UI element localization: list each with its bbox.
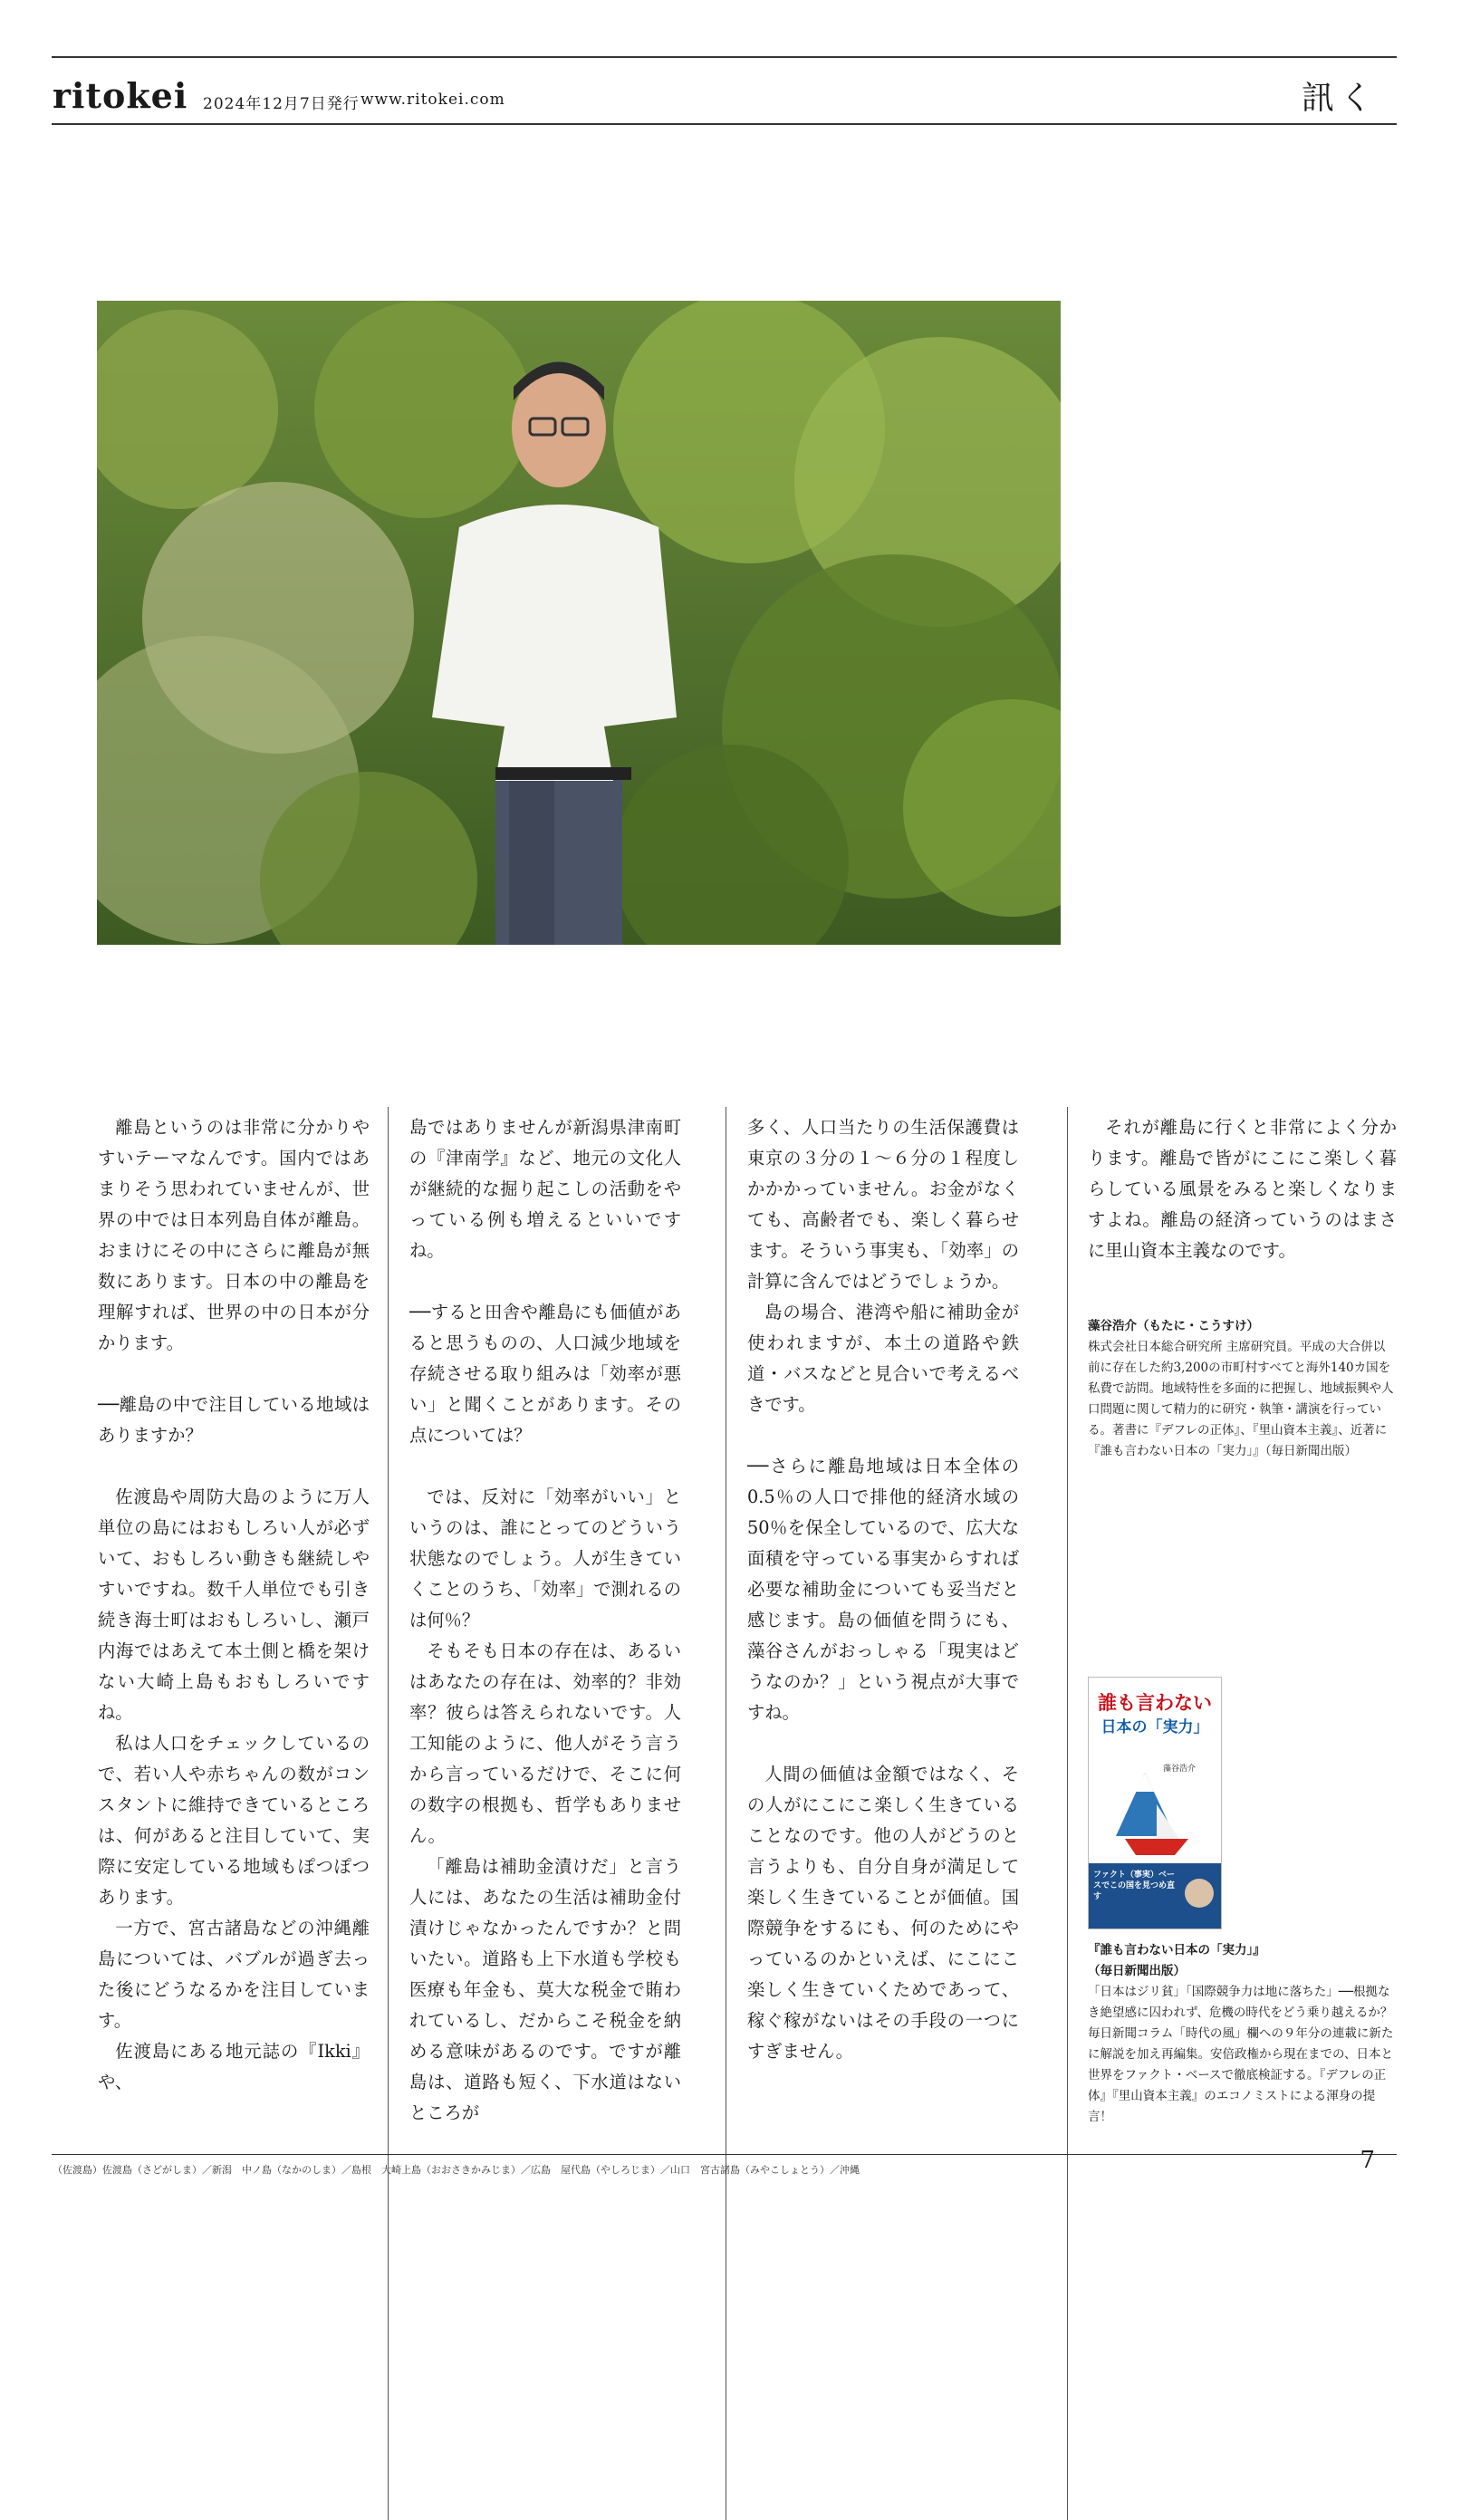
book-title-line2: 日本の「実力」 bbox=[1101, 1718, 1209, 1736]
interviewer-question: ──離島の中で注目している地域はありますか？ bbox=[98, 1394, 370, 1446]
paragraph: そもそも日本の存在は、あるいはあなたの存在は、効率的？非効率？彼らは答えられないです。人工知能のように、他人がそう言うから言っているだけで、そこに何の数字の根拠も、哲学もありません。 bbox=[409, 1640, 681, 1846]
book-band-text: ファクト（事実）ベースでこの国を見つめ直す bbox=[1093, 1871, 1176, 1901]
book-caption bbox=[1088, 1940, 1397, 2128]
header-bottom-rule bbox=[52, 123, 1397, 125]
interviewer-question: ──さらに離島地域は日本全体の0.5％の人口で排他的経済水域の50％を保全しているので、広大な面積を守っている事実からすれば必要な補助金についても妥当だと感じます。島の価値を問うにも、藻谷さんがおっしゃる「現実はどうなのか？」という視点が大事ですね。 bbox=[747, 1456, 1019, 1723]
paragraph: 人間の価値は金額ではなく、その人がにこにこ楽しく生きていることなのです。他の人がどうのと言うよりも、自分自身が満足して楽しく生きていることが価値。国際競争をするにも、何のためにやっているのかといえば、にこにこ楽しく生きていくためであって、稼ぐ稼がないはその手段の一つにすぎません。 bbox=[747, 1764, 1019, 2062]
paragraph: 一方で、宮古諸島などの沖縄離島については、バブルが過ぎ去った後にどうなるかを注目しています。 bbox=[98, 1918, 370, 2031]
author-name: 藻谷浩介（もたに・こうすけ） bbox=[1088, 1319, 1259, 1333]
paragraph: 多く、人口当たりの生活保護費は東京の３分の１〜６分の１程度しかかかっていません。お金がなくても、高齢者でも、楽しく暮らせます。そういう事実も、「効率」の計算に含んではどうでしょうか。 bbox=[747, 1117, 1019, 1292]
paragraph: 離島というのは非常に分かりやすいテーマなんです。国内ではあまりそう思われていませんが、世界の中では日本列島自体が離島。おまけにその中にさらに離島が無数にあります。日本の中の離島を理解すれば、世界の中の日本が分かります。 bbox=[98, 1117, 370, 1353]
paragraph: 「離島は補助金漬けだ」と言う人には、あなたの生活は補助金付漬けじゃなかったんですか？と問いたい。道路も上下水道も学校も医療も年金も、莫大な税金で賄われているし、だからこそ税金を納める意味があるのです。ですが離島は、道路も短く、下水道はないところが bbox=[409, 1856, 681, 2123]
author-bio-text: 株式会社日本総合研究所 主席研究員。平成の大合併以前に存在した約3,200の市町村すべてと海外140カ国を私費で訪問。地域特性を多面的に把握し、地域振興や人口問題に関して精力的に研究・執筆・講演を行っている。著書に『デフレの正体』、『里山資本主義』、近著に『誰も言わない日本の「実力」』（毎日新聞出版） bbox=[1088, 1340, 1394, 1458]
book-caption-publisher: （毎日新聞出版） bbox=[1088, 1964, 1186, 1978]
book-author: 藻谷浩介 bbox=[1163, 1765, 1197, 1774]
portrait-photo bbox=[97, 301, 1061, 945]
paragraph: では、反対に「効率がいい」というのは、誰にとってのどういう状態なのでしょう。人が生きていくことのうち、「効率」で測れるのは何％？ bbox=[409, 1486, 681, 1630]
paragraph: 佐渡島や周防大島のように万人単位の島にはおもしろい人が必ずいて、おもしろい動きも継続しやすいですね。数千人単位でも引き続き海士町はおもしろいし、瀬戸内海ではあえて本土側と橋を架けない大崎上島もおもしろいですね。 bbox=[98, 1486, 370, 1723]
book-cover bbox=[1088, 1677, 1222, 1929]
paragraph: 島の場合、港湾や船に補助金が使われますが、本土の道路や鉄道・バスなどと見合いで考えるべきです。 bbox=[747, 1302, 1019, 1415]
header-top-rule bbox=[52, 56, 1397, 58]
section-title: 訊く bbox=[1301, 80, 1378, 117]
footer-rule bbox=[52, 2154, 1397, 2155]
book-caption-title: 『誰も言わない日本の「実力」』 bbox=[1088, 1943, 1265, 1957]
portrait-photo-icon bbox=[97, 301, 1061, 945]
paragraph: 私は人口をチェックしているので、若い人や赤ちゃんの数がコンスタントに維持できているところは、何があると注目していて、実際に安定している地域もぽつぽつあります。 bbox=[98, 1733, 370, 1908]
page-number: 7 bbox=[1360, 2147, 1375, 2174]
island-readings-footnote: （佐渡島）佐渡島（さどがしま）／新潟 中ノ島（なかのしま）／島根 大崎上島（おおさきかみじま）／広島 屋代島（やしろじま）／山口 宮古諸島（みやこしょとう）／沖縄 bbox=[53, 2164, 860, 2176]
paragraph: 佐渡島にある地元誌の『Ikki』や、 bbox=[98, 2041, 370, 2092]
author-bio bbox=[1088, 1316, 1397, 1462]
article-column-1 bbox=[98, 1112, 370, 2098]
book-caption-text: 「日本はジリ貧」「国際競争力は地に落ちた」──根拠なき絶望感に囚われず、危機の時代をどう乗り越えるか？毎日新聞コラム「時代の風」欄への９年分の連載に新たに解説を加え再編集。安倍政権から現在までの、日本と世界をファクト・ベースで徹底検証する。『デフレの正体』『里山資本主義』のエコノミストによる渾身の提言！ bbox=[1088, 1985, 1394, 2124]
issue-date: 2024年12月7日発行 bbox=[203, 95, 360, 113]
article-column-4 bbox=[1088, 1112, 1397, 1266]
paragraph: それが離島に行くと非常によく分かります。離島で皆がにこにこ楽しく暮らしている風景をみると楽しくなりますよね。離島の経済っていうのはまさに里山資本主義なのです。 bbox=[1088, 1117, 1397, 1261]
website-url: www.ritokei.com bbox=[360, 91, 505, 109]
publication-logo: ritokei bbox=[53, 75, 188, 116]
paragraph: 島ではありませんが新潟県津南町の『津南学』など、地元の文化人が継続的な掘り起こしの活動をやっている例も増えるといいですね。 bbox=[409, 1117, 681, 1261]
article-column-3 bbox=[747, 1112, 1019, 2067]
column-divider bbox=[1067, 1107, 1068, 2520]
book-title-line1: 誰も言わない bbox=[1098, 1692, 1212, 1714]
interviewer-question: ──すると田舎や離島にも価値があると思うものの、人口減少地域を存続させる取り組みは「効率が悪い」と聞くことがあります。その点については？ bbox=[409, 1302, 681, 1446]
article-column-2 bbox=[409, 1112, 681, 2129]
column-divider bbox=[388, 1107, 389, 2520]
